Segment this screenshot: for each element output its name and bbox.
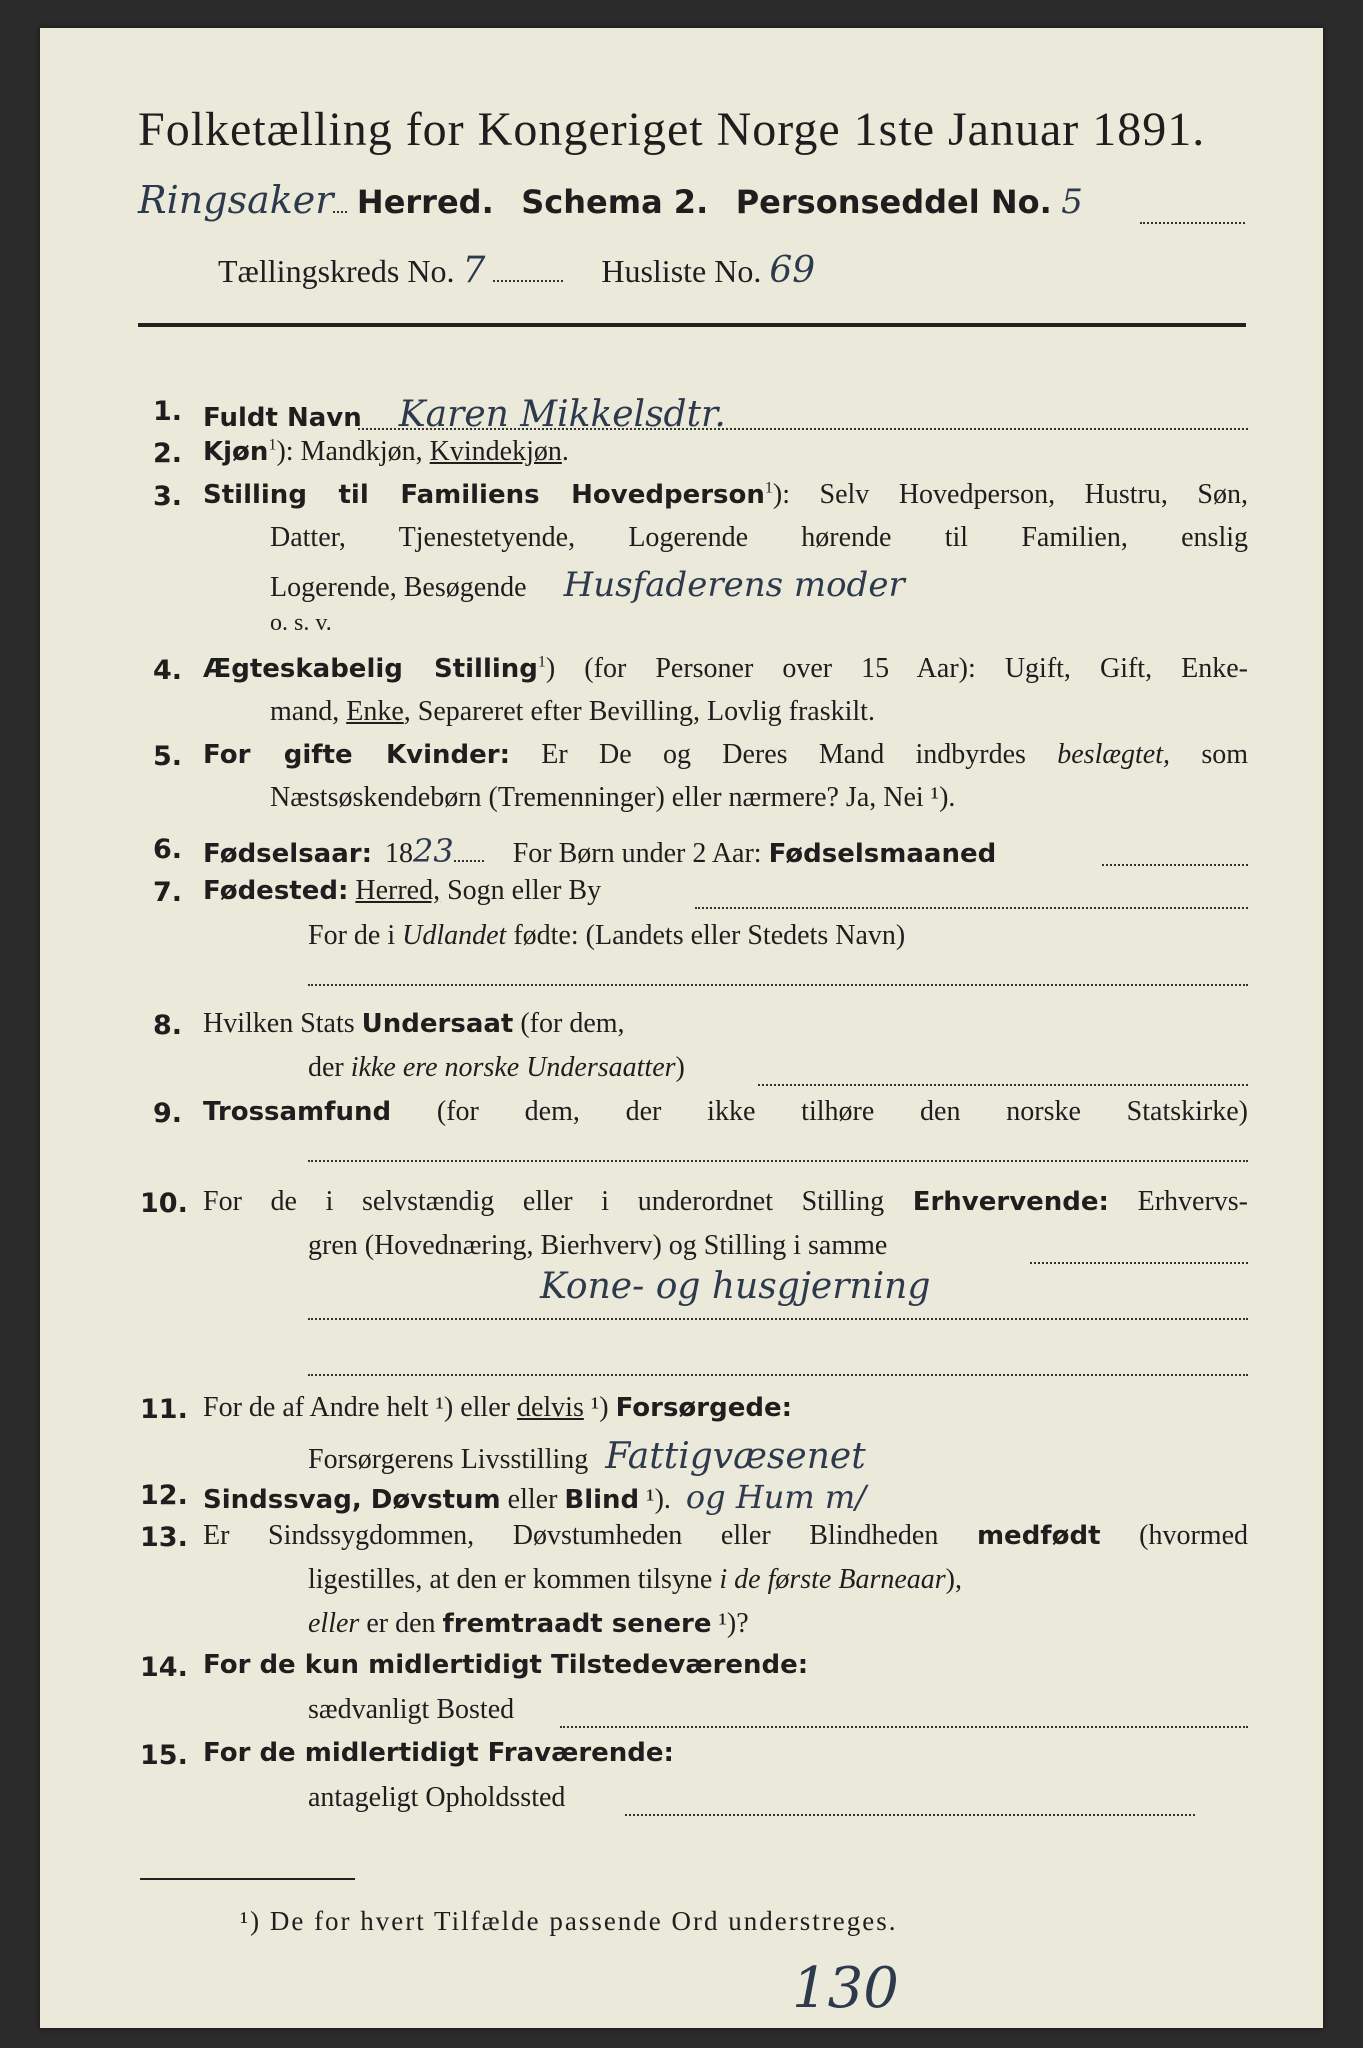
q8-line2: der ikke ere norske Undersaatter) [308, 1052, 685, 1083]
q13-number: 13. [140, 1522, 188, 1553]
q2-label: Kjøn [203, 437, 269, 467]
q12-number: 12. [140, 1480, 188, 1511]
header-line-kreds [218, 250, 815, 291]
q3-line4: o. s. v. [270, 610, 332, 636]
q14-line2: sædvanligt Bosted [308, 1694, 515, 1725]
q5-line2: Næstsøskendebørn (Tremenninger) eller nærmere? Ja, Nei ¹). [270, 782, 956, 813]
footnote: ¹) De for hvert Tilfælde passende Ord understreges. [240, 1906, 898, 1936]
personseddel-dots [1140, 222, 1245, 224]
kreds-label: Tællingskreds No. [218, 253, 455, 289]
q6-answer: 23 [413, 832, 454, 870]
q4-line2: mand, Enke, Separeret efter Bevilling, Lovlig fraskilt. [270, 696, 875, 727]
q10-line1: For de i selvstændig eller i underordnet Stilling Erhvervende: Erhvervs- [203, 1186, 1248, 1217]
q7-underlined-answer: Herred, [355, 875, 441, 906]
q9-dots [308, 1160, 1248, 1162]
page-number-handwritten: 130 [792, 1956, 899, 2021]
husliste-label: Husliste No. [601, 253, 762, 289]
header-rule [138, 323, 1246, 327]
q9-line1: Trossamfund (for dem, der ikke tilhøre den norske Statskirke) [203, 1096, 1248, 1127]
q9-number: 9. [153, 1098, 183, 1129]
q4-underlined-answer: Enke [346, 696, 404, 727]
q10-dots-2 [308, 1318, 1248, 1320]
q10-answer: Kone- og husgjerning [540, 1266, 931, 1307]
q10-dots-3 [308, 1374, 1248, 1376]
footnote-rule [140, 1878, 355, 1880]
q3-line3: Logerende, Besøgende Husfaderens moder [270, 565, 905, 605]
q5-number: 5. [153, 741, 183, 772]
q1-answer: Karen Mikkelsdtr. [398, 394, 726, 435]
q11-line2: Forsørgerens Livsstilling Fattigvæsenet [308, 1436, 866, 1477]
q10-number: 10. [140, 1188, 188, 1219]
q5-line1: For gifte Kvinder: Er De og Deres Mand indbyrdes beslægtet, som [203, 739, 1248, 770]
q8-dots [758, 1084, 1248, 1086]
header-line-herred [138, 178, 1083, 223]
q10-dots [1030, 1262, 1248, 1264]
q15-line1: For de midlertidigt Fraværende: [203, 1738, 674, 1768]
q10-line2: gren (Hovednæring, Bierhverv) og Stilling i samme [308, 1230, 888, 1261]
q2-underlined-answer: Kvindekjøn [429, 436, 562, 467]
q7-dots-2 [308, 984, 1248, 986]
personseddel-number: 5 [1061, 182, 1083, 222]
personseddel-label: Personseddel No. [735, 183, 1052, 221]
q4-number: 4. [153, 655, 183, 686]
q15-dots [625, 1814, 1195, 1816]
q8-line1: Hvilken Stats Undersaat (for dem, [203, 1008, 625, 1039]
q3-number: 3. [153, 481, 183, 512]
herred-handwritten: Ringsaker [138, 178, 334, 222]
q11-line1: For de af Andre helt ¹) eller delvis ¹) Forsørgede: [203, 1392, 793, 1423]
q13-line1: Er Sindssygdommen, Døvstumheden eller Blindheden medfødt (hvormed [203, 1520, 1248, 1551]
q7-number: 7. [153, 877, 183, 908]
q11-answer: Fattigvæsenet [605, 1436, 866, 1477]
q7-line1: Fødested: Herred, Sogn eller By [203, 875, 602, 906]
census-form [40, 28, 1323, 2028]
kreds-number: 7 [462, 250, 486, 291]
q1-number: 1. [153, 396, 183, 427]
q11-underlined-answer: delvis [516, 1392, 584, 1423]
q15-number: 15. [140, 1740, 188, 1771]
q2-row: Kjøn$^1$): Mandkjøn, Kvindekjøn. [203, 436, 569, 467]
q14-dots [560, 1726, 1248, 1728]
q8-number: 8. [153, 1010, 183, 1041]
q3-line2: Datter, Tjenestetyende, Logerende hørende til Familien, enslig [270, 522, 1248, 553]
husliste-number: 69 [769, 250, 816, 291]
form-title: Folketælling for Kongeriget Norge 1ste Januar 1891. [138, 103, 1206, 156]
q3-line1: Stilling til Familiens Hovedperson$^1$): Selv Hovedperson, Hustru, Søn, [203, 479, 1248, 510]
q2-number: 2. [153, 438, 183, 469]
q6-number: 6. [153, 834, 183, 865]
q12-answer: og Hum m/ [685, 1478, 866, 1516]
q7-dots [695, 907, 1248, 909]
herred-label: Herred. [356, 183, 494, 221]
q1-dots [358, 428, 1248, 430]
q6-dots [1102, 864, 1248, 866]
q14-number: 14. [140, 1652, 188, 1683]
q6-row: Fødselsaar: 1823 For Børn under 2 Aar: Fødselsmaaned [203, 832, 997, 870]
q15-line2: antageligt Opholdssted [308, 1782, 566, 1813]
q7-line2: For de i Udlandet fødte: (Landets eller Stedets Navn) [308, 920, 906, 951]
q14-line1: For de kun midlertidigt Tilstedeværende: [203, 1650, 809, 1680]
q3-answer: Husfaderens moder [563, 565, 905, 605]
q12-row: Sindssvag, Døvstum eller Blind ¹). og Hum m/ [203, 1478, 866, 1516]
q13-line2: ligestilles, at den er kommen tilsyne i de første Barneaar), [308, 1564, 962, 1595]
q13-line3: eller er den fremtraadt senere ¹)? [308, 1608, 749, 1639]
q4-line1: Ægteskabelig Stilling$^1$) (for Personer over 15 Aar): Ugift, Gift, Enke- [203, 653, 1248, 684]
q11-number: 11. [140, 1394, 188, 1425]
schema-label: Schema 2. [521, 183, 709, 221]
q1-label: Fuldt Navn [203, 403, 362, 433]
